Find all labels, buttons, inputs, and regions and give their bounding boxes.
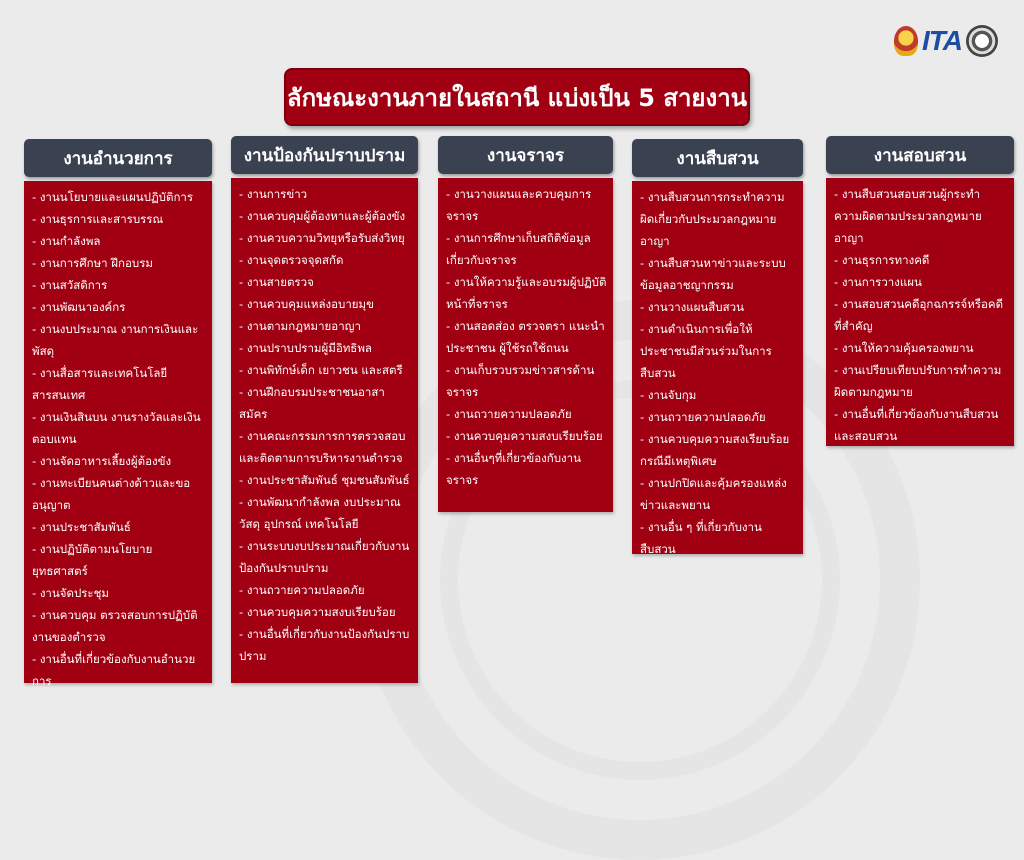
task-item: - งานสายตรวจ: [239, 271, 412, 293]
task-item: - งานควบคุมความสงบเรียบร้อย: [446, 425, 607, 447]
task-item: - งานเปรียบเทียบปรับการทำความผิดตามกฎหมาย: [834, 359, 1008, 403]
column-header-administration: งานอำนวยการ: [24, 139, 212, 177]
task-item: - งานวางแผนสืบสวน: [640, 296, 797, 318]
column-header-investigation: งานสืบสวน: [632, 139, 803, 177]
task-item: - งานจัดประชุม: [32, 582, 206, 604]
task-item: - งานสืบสวนหาข่าวและระบบข้อมูลอาชญากรรม: [640, 252, 797, 296]
task-item: - งานจุดตรวจจุดสกัด: [239, 249, 412, 271]
administration-task-list: [32, 186, 206, 692]
investigation-task-list: [640, 186, 797, 560]
task-item: - งานประชาสัมพันธ์: [32, 516, 206, 538]
task-item: - งานให้ความคุ้มครองพยาน: [834, 337, 1008, 359]
task-item: - งานสอดส่อง ตรวจตรา แนะนำประชาชน ผู้ใช้รถใช้ถนน: [446, 315, 607, 359]
column-box-crime-prevention: [231, 178, 418, 683]
ita-logo: [894, 22, 998, 60]
task-item: - งานระบบงบประมาณเกี่ยวกับงานป้องกันปราบปราม: [239, 535, 412, 579]
task-item: - งานควบความวิทยุหรือรับส่งวิทยุ: [239, 227, 412, 249]
task-item: - งานอื่นที่เกี่ยวข้องกับงานสืบสวนและสอบสวน: [834, 403, 1008, 447]
task-item: - งานการวางแผน: [834, 271, 1008, 293]
column-header-traffic: งานจราจร: [438, 136, 613, 174]
task-item: - งานถวายความปลอดภัย: [239, 579, 412, 601]
column-header-crime-prevention: งานป้องกันปราบปราม: [231, 136, 418, 174]
task-item: - งานประชาสัมพันธ์ ชุมชนสัมพันธ์: [239, 469, 412, 491]
task-item: - งานสืบสวนสอบสวนผู้กระทำความผิดตามประมวลกฎหมายอาญา: [834, 183, 1008, 249]
column-box-investigation: [632, 181, 803, 554]
task-item: - งานพัฒนาองค์กร: [32, 296, 206, 318]
task-item: - งานอื่นที่เกี่ยวข้องกับงานอำนวยการ: [32, 648, 206, 692]
task-item: - งานสวัสดิการ: [32, 274, 206, 296]
task-item: - งานถวายความปลอดภัย: [640, 406, 797, 428]
task-item: - งานดำเนินการเพื่อให้ประชาชนมีส่วนร่วมในการสืบสวน: [640, 318, 797, 384]
column-box-administration: [24, 181, 212, 688]
task-item: - งานปราบปรามผู้มีอิทธิพล: [239, 337, 412, 359]
task-item: - งานจับกุม: [640, 384, 797, 406]
task-item: - งานอื่นที่เกี่ยวกับงานป้องกันปราบปราม: [239, 623, 412, 667]
task-item: - งานการข่าว: [239, 183, 412, 205]
task-item: - งานถวายความปลอดภัย: [446, 403, 607, 425]
task-item: - งานพิทักษ์เด็ก เยาวชน และสตรี: [239, 359, 412, 381]
ita-badge-icon: [966, 25, 998, 57]
column-box-inquiry: [826, 178, 1014, 446]
ita-logo-text: ITA: [921, 25, 962, 56]
task-item: - งานธุรการทางคดี: [834, 249, 1008, 271]
task-item: - งานพัฒนากำลังพล งบประมาณ วัสดุ อุปกรณ์ เทคโนโลยี: [239, 491, 412, 535]
task-item: - งานจัดอาหารเลี้ยงผู้ต้องขัง: [32, 450, 206, 472]
crime-prevention-task-list: [239, 183, 412, 667]
task-item: - งานนโยบายและแผนปฏิบัติการ: [32, 186, 206, 208]
column-header-inquiry: งานสอบสวน: [826, 136, 1014, 174]
task-item: - งานฝึกอบรมประชาชนอาสาสมัคร: [239, 381, 412, 425]
task-item: - งานคณะกรรมการการตรวจสอบและติดตามการบริหารงานตำรวจ: [239, 425, 412, 469]
task-item: - งานงบประมาณ งานการเงินและพัสดุ: [32, 318, 206, 362]
task-item: - งานเก็บรวบรวมข่าวสารด้านจราจร: [446, 359, 607, 403]
task-item: - งานควบคุมความสงเรียบร้อยกรณีมีเหตุพิเศษ: [640, 428, 797, 472]
task-item: - งานอื่นๆที่เกี่ยวข้องกับงานจราจร: [446, 447, 607, 491]
task-item: - งานธุรการและสารบรรณ: [32, 208, 206, 230]
task-item: - งานควบคุมความสงบเรียบร้อย: [239, 601, 412, 623]
page-title: ลักษณะงานภายในสถานี แบ่งเป็น 5 สายงาน: [284, 68, 750, 126]
task-item: - งานวางแผนและควบคุมการจราจร: [446, 183, 607, 227]
column-box-traffic: [438, 178, 613, 512]
traffic-task-list: [446, 183, 607, 491]
police-seal-icon: [894, 26, 918, 56]
task-item: - งานควบคุมผู้ต้องหาและผู้ต้องขัง: [239, 205, 412, 227]
task-item: - งานปกปิดและคุ้มครองแหล่งข่าวและพยาน: [640, 472, 797, 516]
task-item: - งานการศึกษา ฝึกอบรม: [32, 252, 206, 274]
task-item: - งานกำลังพล: [32, 230, 206, 252]
task-item: - งานปฏิบัติตามนโยบายยุทธศาสตร์: [32, 538, 206, 582]
task-item: - งานการศึกษาเก็บสถิติข้อมูลเกี่ยวกับจราจร: [446, 227, 607, 271]
task-item: - งานอื่น ๆ ที่เกี่ยวกับงานสืบสวน: [640, 516, 797, 560]
task-item: - งานทะเบียนคนต่างด้าวและขออนุญาต: [32, 472, 206, 516]
task-item: - งานให้ความรู้และอบรมผู้ปฏิบัติหน้าที่จราจร: [446, 271, 607, 315]
task-item: - งานเงินสินบน งานรางวัลและเงินตอบแทน: [32, 406, 206, 450]
inquiry-task-list: [834, 183, 1008, 447]
task-item: - งานสอบสวนคดีอุกฉกรรจ์หรือคดี ที่สำคัญ: [834, 293, 1008, 337]
task-item: - งานสืบสวนการกระทำความผิดเกี่ยวกับประมวลกฎหมายอาญา: [640, 186, 797, 252]
task-item: - งานควบคุม ตรวจสอบการปฏิบัติงานของตำรวจ: [32, 604, 206, 648]
task-item: - งานสื่อสารและเทคโนโลยีสารสนเทศ: [32, 362, 206, 406]
task-item: - งานควบคุมแหล่งอบายมุข: [239, 293, 412, 315]
task-item: - งานตามกฎหมายอาญา: [239, 315, 412, 337]
